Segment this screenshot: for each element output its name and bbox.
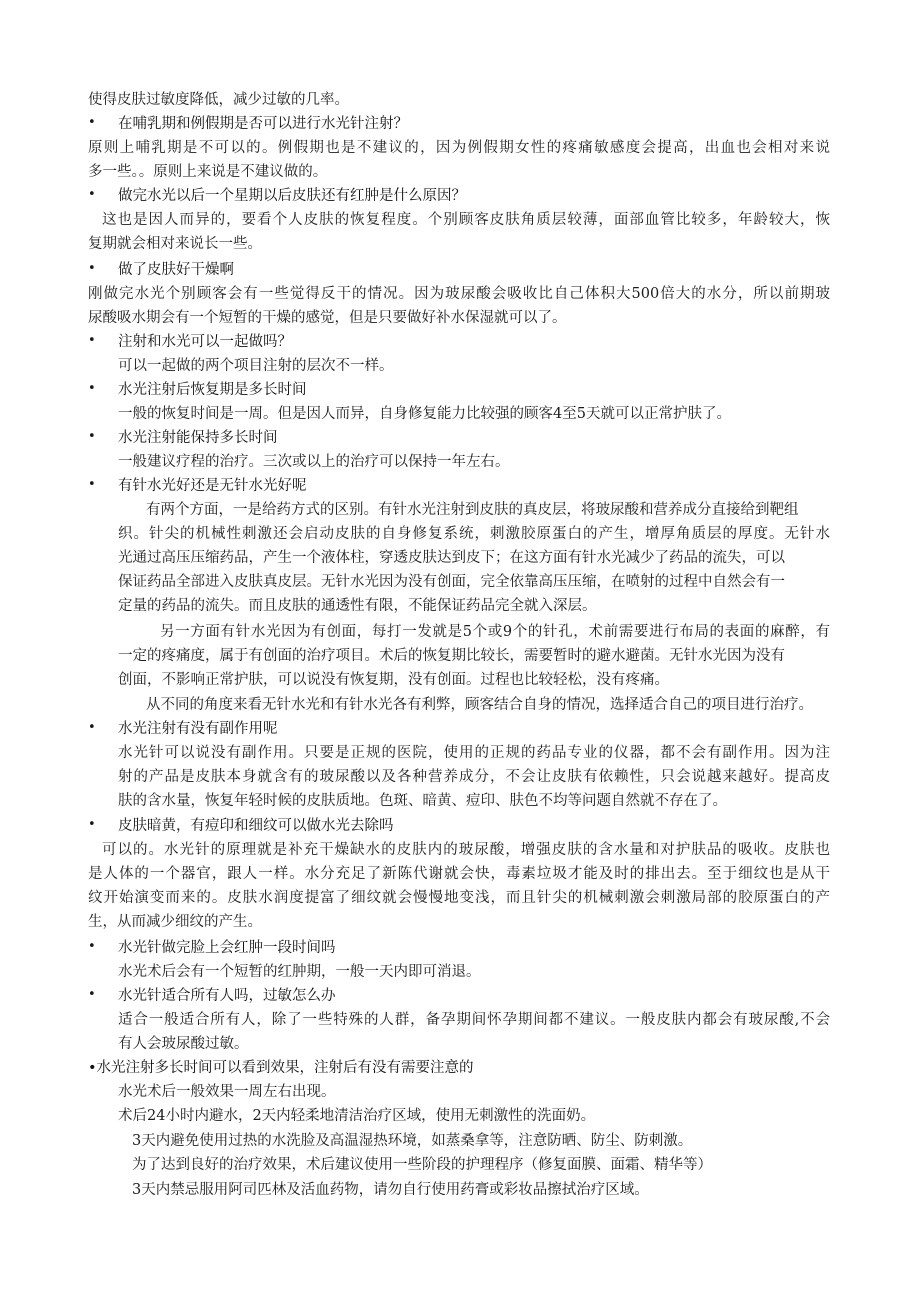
- bullet: •: [88, 720, 96, 735]
- text-run: 有两个方面，: [146, 502, 233, 518]
- bullet: •: [88, 477, 96, 492]
- bullet: •: [88, 187, 96, 202]
- text-run: 创面，不影响正常护肤，可以说: [118, 672, 321, 688]
- text-run: 光通过高压压缩药品，产生一个液体柱，穿透皮肤达到皮下；在这方: [118, 550, 553, 566]
- question-heading: 水光针适合所有人吗，过敏怎么办: [118, 988, 336, 1004]
- paragraph-line: 可以一起做的两个项目注射的层次不一样。: [118, 358, 394, 374]
- paragraph-line: [118, 670, 669, 690]
- question-heading: 水光注射有没有副作用呢: [118, 721, 278, 737]
- paragraph-line: 水光术后会有一个短暂的红肿期，一般一天内即可消退。: [118, 964, 481, 980]
- question-heading: 水光注射能保持多长时间: [118, 430, 278, 446]
- text-run: 水光因为没有: [698, 648, 785, 664]
- paragraph-line: [118, 646, 785, 666]
- emphasis-run: 没有恢复期，没有创面。过程也比较轻松，: [321, 672, 597, 688]
- question-heading: 做了皮肤好干燥啊: [118, 262, 234, 278]
- question-heading: 在哺乳期和例假期是否可以进行水光针注射？: [118, 116, 408, 132]
- paragraph-line: 有人会玻尿酸过敏。: [118, 1036, 249, 1052]
- paragraph-line: [146, 500, 799, 520]
- paragraph-line: 另一方面有针水光因为有创面，每打一发就是5个或9个的针孔，术前需要进行布局的表面的麻醉，有: [160, 624, 830, 640]
- paragraph-line: 尿酸吸水期会有一个短暂的干燥的感觉，但是只要做好补水保湿就可以了。: [88, 310, 567, 326]
- bullet: •: [88, 261, 96, 276]
- emphasis-run: 面有针水光减少了药品的流失，可以: [553, 550, 785, 566]
- paragraph-line: 肤的含水量，恢复年轻时候的皮肤质地。色斑、暗黄、痘印、肤色不均等问题自然就不存在了。: [118, 793, 727, 809]
- paragraph-line: 多一些。。原则上来说是不建议做的。: [88, 164, 328, 180]
- bullet: •: [88, 817, 96, 832]
- paragraph-line: 可以的。水光针的原理就是补充干燥缺水的皮肤内的玻尿酸，增强皮肤的含水量和对护肤品的吸收。皮肤也: [102, 842, 830, 858]
- question-heading: •水光注射多长时间可以看到效果，注射后有没有需要注意的: [88, 1060, 474, 1076]
- paragraph-line: 3天内禁忌服用阿司匹林及活血药物，请勿自行使用药膏或彩妆品擦拭治疗区域。: [132, 1182, 649, 1198]
- paragraph-line: 纹开始演变而来的。皮肤水润度提富了细纹就会慢慢地变浅，而且针尖的机械刺激会刺激局部的胶原蛋白的产: [88, 890, 830, 906]
- paragraph-line: 适合一般适合所有人，除了一些特殊的人群，备孕期间怀孕期间都不建议。一般皮肤内都会有玻尿酸,不会: [118, 1012, 830, 1028]
- paragraph-line: 为了达到良好的治疗效果，术后建议使用一些阶段的护理程序（修复面膜、面霜、精华等）: [132, 1157, 712, 1173]
- paragraph-line: 射的产品是皮肤本身就含有的玻尿酸以及各种营养成分，不会让皮肤有依赖性，只会说越来越好。提高皮: [118, 769, 830, 785]
- bullet: •: [88, 115, 96, 130]
- bullet: •: [88, 939, 96, 954]
- paragraph-line: 水光术后一般效果一周左右出现。: [118, 1084, 336, 1100]
- question-heading: 有针水光好还是无针水光好呢: [118, 478, 307, 494]
- paragraph-line: 一般建议疗程的治疗。三次或以上的治疗可以保持一年左右。: [118, 454, 510, 470]
- question-heading: 水光针做完脸上会红肿一段时间吗: [118, 940, 336, 956]
- paragraph-line: 复期就会相对来说长一些。: [88, 236, 262, 252]
- paragraph-line: 刚做完水光个别顾客会有一些觉得反干的情况。因为玻尿酸会吸收比自己体积大500倍大的水分，所以前期玻: [88, 286, 830, 302]
- emphasis-run: 无针: [669, 648, 698, 664]
- question-heading: 皮肤暗黄，有痘印和细纹可以做水光去除吗: [118, 818, 394, 834]
- paragraph-line: 是人体的一个器官，跟人一样。水分充足了新陈代谢就会快，毒素垃圾才能及时的排出去。至于细纹也是从干: [88, 866, 830, 882]
- emphasis-run: 一是给药方式的区别。: [233, 502, 378, 518]
- text-run: 没有疼痛。: [596, 672, 669, 688]
- bullet: •: [88, 429, 96, 444]
- emphasis-run: 保证药品全部进入皮肤真皮层。无针水光因: [118, 574, 394, 590]
- emphasis-run: 不能保证药品完全就入深层。: [408, 598, 597, 614]
- paragraph-line: 水光针可以说没有副作用。只要是正规的医院，使用的正规的药品专业的仪器，都不会有副作用。因为注: [118, 745, 830, 761]
- paragraph-line: 3天内避免使用过热的水洗脸及高温湿热环境，如蒸桑拿等，注意防晒、防尘、防刺激。: [132, 1133, 693, 1149]
- paragraph-line: 从不同的角度来看无针水光和有针水光各有利弊，顾客结合自身的情况，选择适合自己的项目进行治疗。: [146, 697, 813, 713]
- text-run: 一定的疼痛度，属于有创面的治疗项目。术后的恢复期比较长，需要暂时的避水避菌。: [118, 648, 669, 664]
- bullet: •: [88, 381, 96, 396]
- paragraph-line: [118, 572, 785, 592]
- question-heading: 水光注射后恢复期是多长时间: [118, 382, 307, 398]
- paragraph-line: 生，从而减少细纹的产生。: [88, 914, 262, 930]
- text-run: 有针水光注射到皮肤的真皮层，将玻尿酸和营养成分直接给到靶组: [378, 502, 799, 518]
- paragraph-line: 织。针尖的机械性刺激还会启动皮肤的自身修复系统，刺激胶原蛋白的产生，增厚角质层的厚度。无针水: [118, 526, 830, 542]
- text-run: 定量的药品的流失。而且皮肤的通透性有限，: [118, 598, 408, 614]
- bullet: •: [88, 987, 96, 1002]
- paragraph-line: [118, 596, 597, 616]
- paragraph-line: 这也是因人而异的，要看个人皮肤的恢复程度。个别顾客皮肤角质层较薄，面部血管比较多，年龄较大，恢: [102, 212, 830, 228]
- question-heading: 做完水光以后一个星期以后皮肤还有红肿是什么原因？: [118, 188, 466, 204]
- paragraph-line: [118, 548, 785, 568]
- paragraph-line: 使得皮肤过敏度降低，减少过敏的几率。: [88, 92, 349, 108]
- bullet: •: [88, 333, 96, 348]
- paragraph-line: 术后24小时内避水，2天内轻柔地清洁治疗区域，使用无刺激性的洗面奶。: [118, 1108, 596, 1124]
- text-run: 为没有创面，完全依靠高压压缩，在喷射的过程中自然会有一: [393, 574, 785, 590]
- question-heading: 注射和水光可以一起做吗？: [118, 334, 292, 350]
- paragraph-line: 原则上哺乳期是不可以的。例假期也是不建议的，因为例假期女性的疼痛敏感度会提高，出血也会相对来说: [88, 140, 830, 156]
- paragraph-line: 一般的恢复时间是一周。但是因人而异，自身修复能力比较强的顾客4至5天就可以正常护肤了。: [118, 406, 731, 422]
